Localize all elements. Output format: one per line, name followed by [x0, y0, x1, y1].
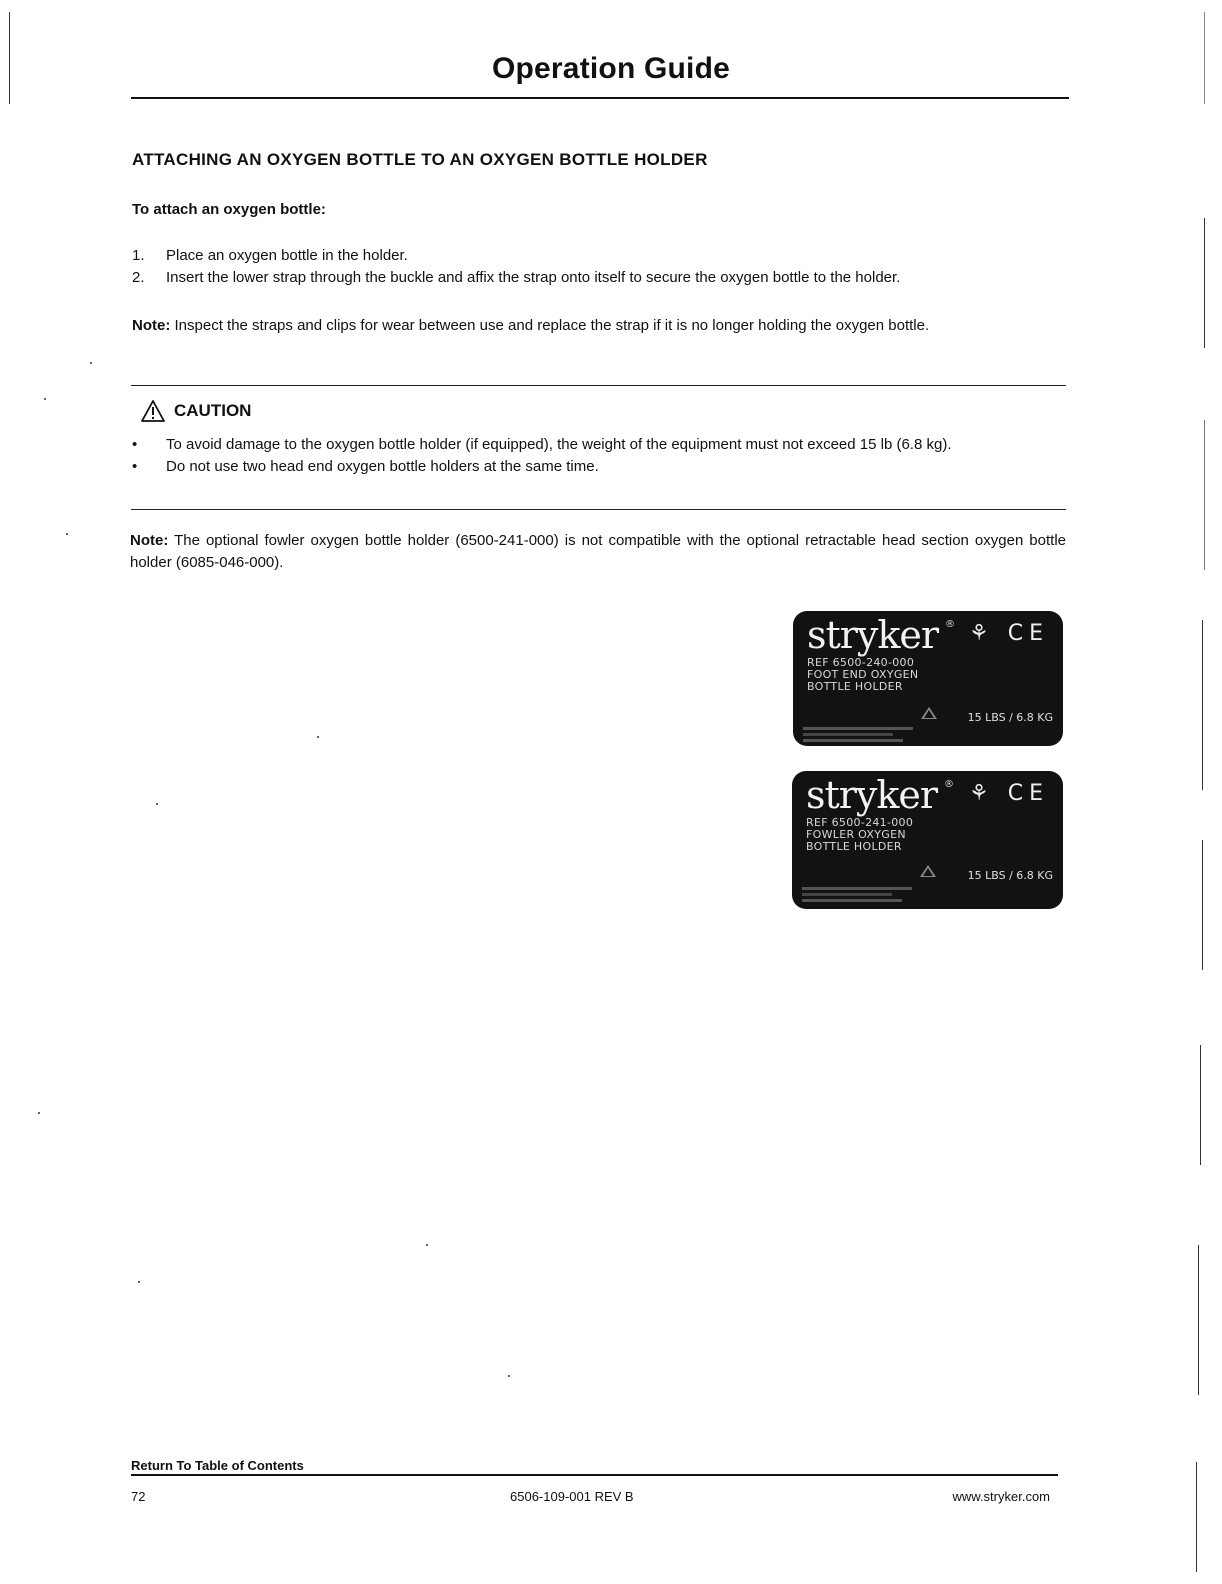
label-brand-logo: stryker — [807, 613, 939, 657]
label-text — [807, 657, 918, 693]
caution-title: CAUTION — [174, 401, 252, 420]
caution-list — [130, 434, 1066, 478]
label-ref-line: REF 6500-240-000 — [807, 656, 915, 669]
title-rule — [131, 97, 1069, 99]
caution-item-text: Do not use two head end oxygen bottle holders at the same time. — [166, 458, 599, 475]
scan-edge-line-right — [1198, 1245, 1199, 1395]
label-weight: 15 LBS / 6.8 KG — [967, 711, 1053, 724]
note-text: Inspect the straps and clips for wear between use and replace the strap if it is no longer holding the oxygen bottle. — [174, 317, 930, 334]
document-number: 6506-109-001 REV B — [510, 1489, 634, 1504]
step-text: Insert the lower strap through the buckle and affix the strap onto itself to secure the oxygen bottle to the holder. — [166, 269, 901, 286]
weight-warning-icon — [921, 707, 937, 719]
step-text: Place an oxygen bottle in the holder. — [166, 247, 408, 264]
weight-warning-icon — [920, 865, 936, 877]
page-title: Operation Guide — [491, 52, 731, 85]
note-text: The optional fowler oxygen bottle holder (6500-241-000) is not compatible with the optional retractable head section oxygen bottle holder (6085-046-000). — [130, 532, 1066, 571]
caution-bottom-rule — [131, 509, 1066, 510]
label-symbols: ⚘ CE — [969, 621, 1049, 646]
note-paragraph — [130, 530, 1066, 574]
list-item — [132, 267, 1072, 289]
scan-speck — [66, 533, 68, 535]
product-label-image — [792, 771, 1063, 909]
scan-edge-line-right — [1200, 1045, 1201, 1165]
note-label: Note: — [132, 317, 171, 334]
scan-speck — [90, 362, 92, 364]
scan-speck — [138, 1281, 140, 1283]
footer-rule — [131, 1474, 1058, 1476]
label-registered-mark: ® — [945, 619, 955, 630]
list-item — [130, 456, 1066, 478]
label-fine-print — [803, 723, 913, 742]
step-number: 2. — [132, 269, 145, 286]
label-text — [806, 817, 913, 853]
note-label: Note: — [130, 532, 169, 549]
product-label-image — [793, 611, 1063, 746]
scan-edge-line-right — [1202, 620, 1203, 790]
scan-edge-line-right — [1196, 1462, 1197, 1572]
scan-speck — [508, 1375, 510, 1377]
scan-edge-line-right — [1204, 420, 1205, 570]
return-to-contents-link[interactable]: Return To Table of Contents — [131, 1458, 304, 1473]
page-number: 72 — [131, 1489, 146, 1504]
label-brand-logo: stryker — [806, 773, 938, 817]
label-desc-line: BOTTLE HOLDER — [807, 680, 903, 693]
note-paragraph — [132, 315, 1068, 337]
website-url: www.stryker.com — [952, 1489, 1050, 1504]
bullet: • — [132, 436, 138, 453]
procedure-subheading: To attach an oxygen bottle: — [132, 201, 326, 218]
section-heading: ATTACHING AN OXYGEN BOTTLE TO AN OXYGEN BOTTLE HOLDER — [132, 150, 708, 169]
label-ref-line: REF 6500-241-000 — [806, 816, 914, 829]
label-fine-print — [802, 883, 912, 902]
scan-speck — [156, 803, 158, 805]
warning-triangle-icon — [140, 399, 166, 423]
caution-item-text: To avoid damage to the oxygen bottle holder (if equipped), the weight of the equipment must not exceed 15 lb (6.8 kg). — [166, 436, 952, 453]
scan-speck — [38, 1112, 40, 1114]
steps-list — [132, 245, 1072, 289]
bullet: • — [132, 458, 138, 475]
list-item — [130, 434, 1066, 456]
label-weight: 15 LBS / 6.8 KG — [967, 869, 1053, 882]
label-desc-line: BOTTLE HOLDER — [806, 840, 902, 853]
scan-speck — [426, 1244, 428, 1246]
label-symbols: ⚘ CE — [969, 781, 1049, 806]
scan-edge-line-right — [1204, 218, 1205, 348]
scan-edge-line-right — [1202, 840, 1203, 970]
label-registered-mark: ® — [944, 779, 954, 790]
label-desc-line: FOWLER OXYGEN — [806, 828, 906, 841]
caution-heading — [140, 399, 251, 423]
list-item — [132, 245, 1072, 267]
label-desc-line: FOOT END OXYGEN — [807, 668, 919, 681]
scan-speck — [317, 736, 319, 738]
step-number: 1. — [132, 247, 145, 264]
caution-top-rule — [131, 385, 1066, 386]
scan-speck — [44, 398, 46, 400]
